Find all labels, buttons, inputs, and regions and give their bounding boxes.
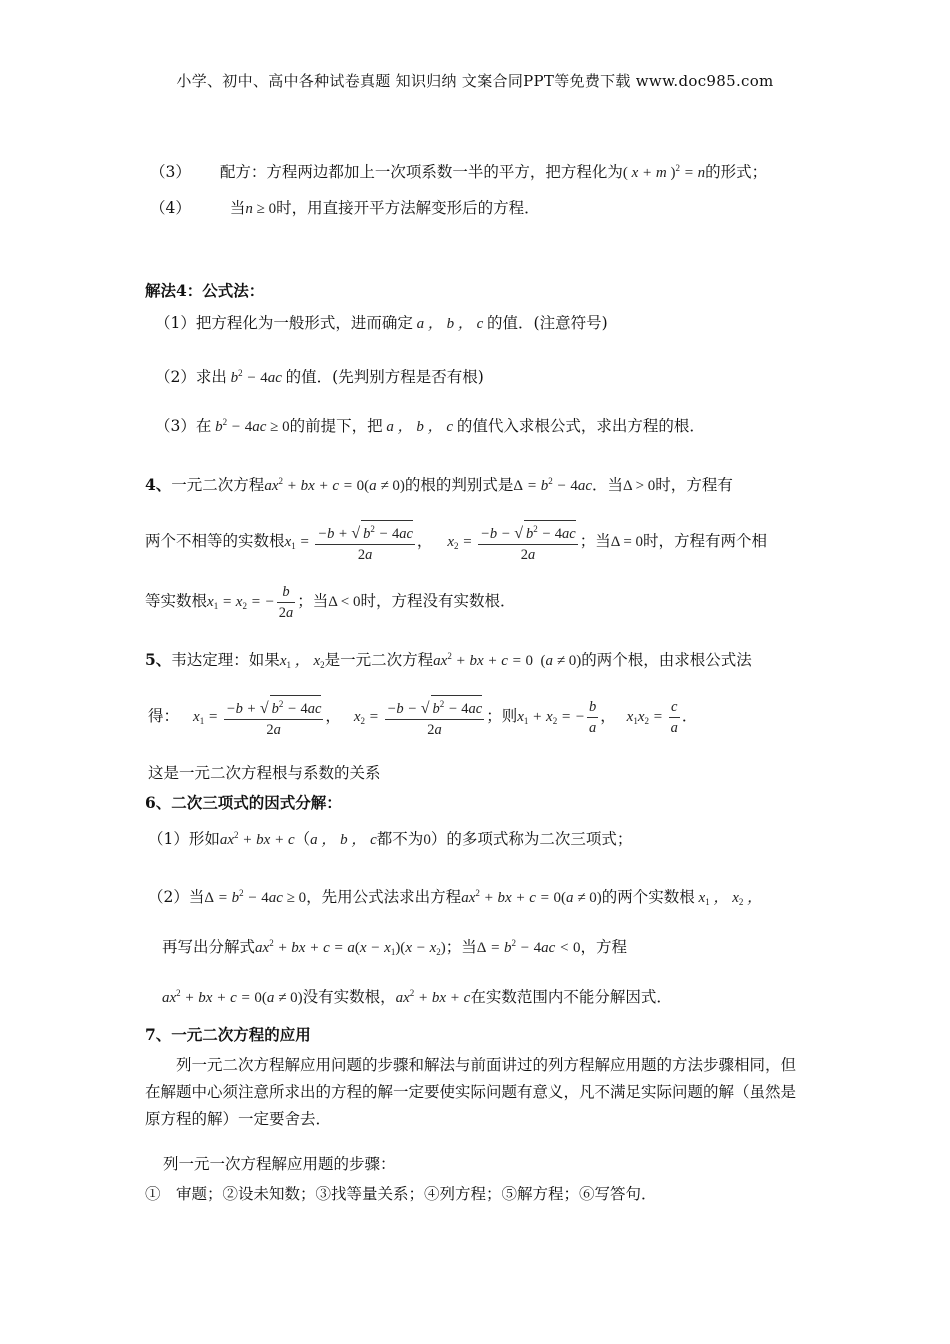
step-3 xyxy=(150,157,767,184)
text: 的值．(先判别方程是否有根) xyxy=(285,368,484,386)
step-3-text: 配方：方程两边都加上一次项系数一半的平方，把方程化为 xyxy=(219,163,623,181)
formula: $ax^2$ + bx + c = 0 (a ≠ 0) xyxy=(433,651,582,669)
product-of-roots-formula: $x_1x_2$ = $\frac{c}{a}$ xyxy=(626,699,678,736)
formula: $b^2 - 4ac \ge 0$ xyxy=(211,417,290,435)
section-7-steps-title: 列一元一次方程解应用题的步骤： xyxy=(163,1155,396,1173)
text: 的两个实数根 xyxy=(601,888,695,906)
formula: $\Delta = b^2 - 4ac \ge 0$ xyxy=(204,888,307,906)
text: 方程有 xyxy=(686,476,733,494)
formula: $x_1$ ， $x_2$ xyxy=(279,653,325,670)
text: 的前提下，把 xyxy=(289,417,383,435)
formula: 0 xyxy=(423,832,431,848)
text: （1）形如 xyxy=(148,830,220,848)
formula: $x_1$ ， $x_2$ ， xyxy=(694,890,763,907)
step-3-text-end: 的形式； xyxy=(705,163,768,181)
text: （ xyxy=(294,830,311,848)
step-4 xyxy=(150,197,540,220)
text: 的两个根，由求根公式法 xyxy=(581,651,752,669)
text: 的值．(注意符号) xyxy=(487,314,608,332)
root-x1-formula: $x_1$ = $\frac{-b + √ b^2 - 4ac}{2a}$ xyxy=(285,534,417,550)
section-5-line-2: 得： $x_1$ = $\frac{-b + √ b^2 - 4ac}{2a}$ ， $x_2$ = $\frac{-b - √ b^2 - 4ac}{2a}$ ；则$x_1 + x_2$ = − $\frac{b}{a}$ ， $x_1x_2$ = $\frac{c}{a}$ ． xyxy=(148,695,697,740)
section-6-title: 6、二次三项式的因式分解： xyxy=(145,793,342,812)
step-3-number: （3） xyxy=(150,163,191,181)
text: ．当 xyxy=(592,476,624,494)
section-4-line-3 xyxy=(145,582,516,623)
text: （3）在 xyxy=(155,417,212,435)
text: （1）把方程化为一般形式，进而确定 xyxy=(155,314,413,332)
text: 的根的判别式是 xyxy=(404,476,514,494)
text: 两个不相等的实数根 xyxy=(145,531,285,550)
text: 韦达定理：如果 xyxy=(171,651,280,669)
section-7-steps: ① 审题；②设未知数；③找等量关系；④列方程；⑤解方程；⑥写答句． xyxy=(145,1185,657,1203)
root-x2-formula: $x_2$ = $\frac{-b - √ b^2 - 4ac}{2a}$ xyxy=(354,709,486,725)
method-4-step-3 xyxy=(155,411,705,438)
step-4-text-end: 时，用直接开平方法解变形后的方程． xyxy=(276,199,540,217)
root-x2-formula: $x_2$ = $\frac{-b - √ b^2 - 4ac}{2a}$ xyxy=(447,534,579,550)
formula: $ax^2$ + bx + c xyxy=(219,830,295,848)
section-7-title: 7、一元二次方程的应用 xyxy=(145,1025,311,1044)
formula: a ， b ， c xyxy=(412,316,488,332)
formula: $ax^2$ + bx + c = 0(a ≠ 0) xyxy=(264,476,405,494)
text: ；当 xyxy=(297,591,329,610)
formula: $x_1 = x_2$ = − $\frac{b}{2a}$ xyxy=(207,584,294,621)
text: 一元二次方程 xyxy=(171,476,265,494)
formula: $\Delta = b^2 - 4ac < 0$ xyxy=(476,938,581,956)
section-4-number: 4、 xyxy=(145,475,172,494)
step-4-text: 当 xyxy=(229,199,246,217)
text: 没有实数根， xyxy=(302,988,396,1006)
section-6-part-2-cont xyxy=(162,932,627,963)
formula: $ax^2$ + bx + c = 0(a ≠ 0) xyxy=(162,988,303,1006)
formula: Δ < 0 xyxy=(328,593,361,610)
section-5-number: 5、 xyxy=(145,650,172,669)
text: ；则 xyxy=(486,706,518,725)
root-x1-formula: $x_1$ = $\frac{-b + √ b^2 - 4ac}{2a}$ xyxy=(193,709,325,725)
text: 时，方程有两个相 xyxy=(643,531,768,550)
formula: n ≥ 0 xyxy=(245,201,277,217)
formula: Δ = 0 xyxy=(610,533,644,550)
section-6-part-2 xyxy=(148,882,762,913)
formula: a ， b ， c xyxy=(310,832,377,848)
text: ，方程 xyxy=(580,938,627,956)
text: ；当 xyxy=(445,938,477,956)
method-4-step-1 xyxy=(155,312,608,335)
section-5-line-1 xyxy=(145,645,752,676)
section-4-line-2: 两个不相等的实数根$x_1$ = $\frac{-b + √ b^2 - 4ac}{2a}$ ， $x_2$ = $\frac{-b - √ b^2 - 4ac}{2a}$ ；当Δ = 0时，方程有两个相 xyxy=(145,520,767,565)
text: 等实数根 xyxy=(145,591,208,610)
formula: ( x + m )$^2$ = n xyxy=(622,163,706,181)
text: 时，方程没有实数根． xyxy=(360,591,516,610)
text: ；当 xyxy=(579,531,611,550)
method-4-title: 解法4：公式法： xyxy=(145,281,265,300)
text: 再写出分解式 xyxy=(162,938,256,956)
formula: a ， b ， c xyxy=(382,419,457,435)
factorization-formula: $ax^2$ + bx + $c = a(x - x_1)(x - x_2)$ xyxy=(255,938,446,957)
text: （2）求出 xyxy=(155,368,227,386)
formula: $ax^2$ + bx + c xyxy=(395,988,471,1006)
text: ，先用公式法求出方程 xyxy=(306,888,462,906)
text: ）的多项式称为二次三项式； xyxy=(430,830,633,848)
section-6-part-2-end xyxy=(162,982,672,1009)
text: 都不为 xyxy=(376,830,424,848)
text: 得： xyxy=(148,706,180,725)
text: 的值代入求根公式，求出方程的根． xyxy=(456,417,705,435)
text: 是一元二次方程 xyxy=(324,651,434,669)
formula: $b^2 - 4ac$ xyxy=(226,368,286,386)
section-6-part-1 xyxy=(148,824,632,851)
method-4-step-2 xyxy=(155,362,484,389)
section-4-line-1 xyxy=(145,470,733,497)
section-5-conclusion: 这是一元二次方程根与系数的关系 xyxy=(148,764,381,782)
text: 在实数范围内不能分解因式． xyxy=(470,988,672,1006)
page-header: 小学、初中、高中各种试卷真题 知识归纳 文案合同PPT等免费下载 www.doc985.com xyxy=(176,72,774,90)
section-7-paragraph: 列一元二次方程解应用问题的步骤和解法与前面讲过的列方程解应用题的方法步骤相同，但在解题中心须注意所求出的方程的解一定要使实际问题有意义，凡不满足实际问题的解（虽然是原方程的解）一定要舍去． xyxy=(145,1056,797,1128)
formula: $\Delta = b^2 - 4ac$ xyxy=(513,476,592,494)
text: 时， xyxy=(655,476,687,494)
formula: Δ > 0 xyxy=(623,478,656,494)
formula: $ax^2$ + bx + c = 0(a ≠ 0) xyxy=(461,888,602,906)
step-4-number: （4） xyxy=(150,199,191,217)
sum-of-roots-formula: $x_1 + x_2$ = − $\frac{b}{a}$ xyxy=(517,699,597,736)
text: （2）当 xyxy=(148,888,205,906)
